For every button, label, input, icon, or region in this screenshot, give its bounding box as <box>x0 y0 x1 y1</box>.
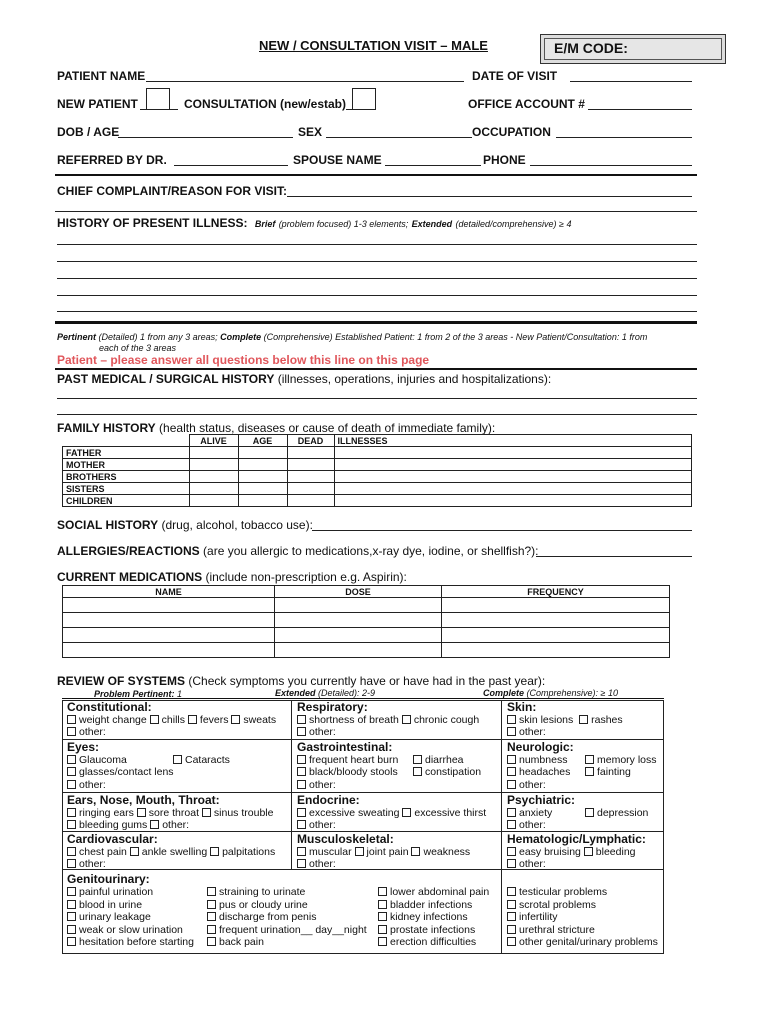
checkbox[interactable] <box>297 767 306 776</box>
date-of-visit-label: DATE OF VISIT <box>472 69 558 83</box>
occupation-label: OCCUPATION <box>472 125 551 139</box>
spouse-name-label: SPOUSE NAME <box>293 153 382 167</box>
col-alive: ALIVE <box>189 435 238 447</box>
cell[interactable] <box>63 613 275 628</box>
sex-field[interactable] <box>326 137 472 138</box>
checkbox[interactable] <box>507 808 516 817</box>
chief-complaint-label: CHIEF COMPLAINT/REASON FOR VISIT: <box>57 184 288 198</box>
family-history-heading: FAMILY HISTORY (health status, diseases or cause of death of immediate family): <box>57 421 496 435</box>
consultation-checkbox[interactable] <box>352 88 376 110</box>
cell[interactable] <box>287 495 334 507</box>
checkbox[interactable] <box>210 847 219 856</box>
hpi-line[interactable] <box>57 261 697 262</box>
checkbox[interactable] <box>188 715 197 724</box>
checkbox[interactable] <box>67 912 76 921</box>
social-history-heading: SOCIAL HISTORY (drug, alcohol, tobacco use): <box>57 518 313 532</box>
checkbox[interactable] <box>507 937 516 946</box>
checkbox[interactable] <box>231 715 240 724</box>
checkbox[interactable] <box>411 847 420 856</box>
checkbox[interactable] <box>355 847 364 856</box>
chief-complaint-field[interactable] <box>287 196 692 197</box>
dob-age-field[interactable] <box>118 137 293 138</box>
cell[interactable] <box>63 628 275 643</box>
col-dose: DOSE <box>275 586 442 598</box>
checkbox[interactable] <box>67 847 76 856</box>
checkbox[interactable] <box>584 847 593 856</box>
past-history-line[interactable] <box>57 414 697 415</box>
ros-ent: Ears, Nose, Mouth, Throat: ringing ears sore throat sinus trouble bleeding gums other: <box>67 793 274 831</box>
cell[interactable] <box>63 643 275 658</box>
date-of-visit-field[interactable] <box>570 81 692 82</box>
past-history-line[interactable] <box>57 398 697 399</box>
referred-by-label: REFERRED BY DR. <box>57 153 167 167</box>
checkbox[interactable] <box>507 900 516 909</box>
checkbox[interactable] <box>507 820 516 829</box>
checkbox[interactable] <box>150 820 159 829</box>
cell[interactable] <box>238 471 287 483</box>
checkbox[interactable] <box>378 925 387 934</box>
occupation-field[interactable] <box>556 137 692 138</box>
consultation-underline <box>346 109 376 110</box>
row-label: SISTERS <box>63 483 190 495</box>
hpi-line[interactable] <box>57 295 697 296</box>
cell[interactable] <box>238 495 287 507</box>
cell[interactable] <box>63 598 275 613</box>
table-row <box>63 628 670 643</box>
divider <box>55 211 697 212</box>
checkbox[interactable] <box>207 912 216 921</box>
referred-by-field[interactable] <box>174 165 288 166</box>
cell[interactable] <box>334 459 692 471</box>
checkbox[interactable] <box>67 937 76 946</box>
checkbox[interactable] <box>130 847 139 856</box>
col-frequency: FREQUENCY <box>442 586 670 598</box>
checkbox[interactable] <box>507 925 516 934</box>
em-code-label: E/M CODE: <box>554 40 628 56</box>
divider <box>291 700 292 870</box>
checkbox[interactable] <box>67 900 76 909</box>
cell[interactable] <box>287 471 334 483</box>
checkbox[interactable] <box>507 912 516 921</box>
checkbox[interactable] <box>67 887 76 896</box>
checkbox[interactable] <box>507 715 516 724</box>
cell[interactable] <box>334 447 692 459</box>
cell[interactable] <box>275 628 442 643</box>
ros-genitourinary-title: Genitourinary: <box>67 872 150 886</box>
col-dead: DEAD <box>287 435 334 447</box>
cell[interactable] <box>287 459 334 471</box>
cell[interactable] <box>442 628 670 643</box>
checkbox[interactable] <box>297 847 306 856</box>
table-row <box>63 613 670 628</box>
cell[interactable] <box>442 598 670 613</box>
patient-name-label: PATIENT NAME <box>57 69 146 83</box>
cell[interactable] <box>442 643 670 658</box>
divider <box>55 368 697 370</box>
hpi-line[interactable] <box>57 244 697 245</box>
hpi-line[interactable] <box>57 311 697 312</box>
ros-respiratory: Respiratory: shortness of breath chronic cough other: <box>297 700 480 738</box>
row-label: MOTHER <box>63 459 190 471</box>
ros-level-complete: Complete (Comprehensive): ≥ 10 <box>483 688 619 698</box>
allergies-heading: ALLERGIES/REACTIONS (are you allergic to medications,x-ray dye, iodine, or shellfish?): <box>57 544 539 558</box>
ros-level-extended: Extended (Detailed): 2-9 <box>275 688 376 698</box>
divider <box>55 321 697 324</box>
checkbox[interactable] <box>150 715 159 724</box>
checkbox[interactable] <box>579 715 588 724</box>
phone-label: PHONE <box>483 153 526 167</box>
checkbox[interactable] <box>202 808 211 817</box>
cell[interactable] <box>189 459 238 471</box>
cell[interactable] <box>287 447 334 459</box>
checkbox[interactable] <box>402 715 411 724</box>
row-label: BROTHERS <box>63 471 190 483</box>
checkbox[interactable] <box>413 755 422 764</box>
checkbox[interactable] <box>297 727 306 736</box>
checkbox[interactable] <box>297 859 306 868</box>
checkbox[interactable] <box>297 820 306 829</box>
checkbox[interactable] <box>585 767 594 776</box>
checkbox[interactable] <box>507 727 516 736</box>
ros-constitutional: Constitutional: weight change chills fevers sweats other: <box>67 700 277 738</box>
ros-musculoskeletal: Musculoskeletal: muscular joint pain weakness other: <box>297 832 471 870</box>
col-age: AGE <box>238 435 287 447</box>
table-row <box>63 471 692 483</box>
hpi-line[interactable] <box>57 278 697 279</box>
ros-hematologic: Hematologic/Lymphatic: easy bruising bleeding other: <box>507 832 646 870</box>
office-account-label: OFFICE ACCOUNT # <box>468 97 585 111</box>
pertinent-note: Pertinent (Detailed) 1 from any 3 areas; Complete (Comprehensive) Established Patient: 1 from 2 of the 3 areas - New Patient/Consultation: 1 from each of the 3 areas <box>57 332 648 353</box>
ros-gu-col3: lower abdominal pain bladder infections kidney infections prostate infections erection difficulties <box>378 886 489 949</box>
table-row <box>63 643 670 658</box>
checkbox[interactable] <box>67 859 76 868</box>
cell[interactable] <box>238 459 287 471</box>
cell[interactable] <box>275 613 442 628</box>
checkbox[interactable] <box>402 808 411 817</box>
ros-skin: Skin: skin lesions rashes other: <box>507 700 623 738</box>
past-history-heading: PAST MEDICAL / SURGICAL HISTORY (illnesses, operations, injuries and hospitalizations): <box>57 372 552 386</box>
patient-name-field[interactable] <box>146 81 464 82</box>
checkbox[interactable] <box>378 887 387 896</box>
checkbox[interactable] <box>207 887 216 896</box>
checkbox[interactable] <box>67 767 76 776</box>
new-patient-underline <box>140 109 178 110</box>
checkbox[interactable] <box>585 808 594 817</box>
table-row <box>63 447 692 459</box>
social-history-field[interactable] <box>312 530 692 531</box>
medications-table <box>62 585 670 658</box>
office-account-field[interactable] <box>588 109 692 110</box>
checkbox[interactable] <box>67 715 76 724</box>
col-illnesses: ILLNESSES <box>334 435 692 447</box>
form-title: NEW / CONSULTATION VISIT – MALE <box>259 38 488 53</box>
patient-notice: Patient – please answer all questions below this line on this page <box>57 353 430 367</box>
cell[interactable] <box>287 483 334 495</box>
ros-gu-col4: testicular problems scrotal problems infertility urethral stricture other genital/urinary problems <box>507 886 658 949</box>
checkbox[interactable] <box>67 808 76 817</box>
checkbox[interactable] <box>207 925 216 934</box>
phone-field[interactable] <box>530 165 692 166</box>
hpi-heading: HISTORY OF PRESENT ILLNESS: Brief (problem focused) 1-3 elements; Extended (detailed/comprehensive) ≥ 4 <box>57 216 572 230</box>
checkbox[interactable] <box>67 820 76 829</box>
checkbox[interactable] <box>507 847 516 856</box>
consultation-label: CONSULTATION (new/estab) <box>184 97 346 111</box>
row-label: FATHER <box>63 447 190 459</box>
allergies-field[interactable] <box>536 556 692 557</box>
new-patient-checkbox[interactable] <box>146 88 170 110</box>
ros-gu-col1: painful urination blood in urine urinary leakage weak or slow urination hesitation before starting <box>67 886 194 949</box>
ros-endocrine: Endocrine: excessive sweating excessive thirst other: <box>297 793 487 831</box>
ros-heading: REVIEW OF SYSTEMS (Check symptoms you currently have or have had in the past year): <box>57 674 546 688</box>
ros-eyes: Eyes: Glaucoma Cataracts glasses/contact lens other: <box>67 740 230 791</box>
cell[interactable] <box>442 613 670 628</box>
cell[interactable] <box>189 447 238 459</box>
dob-age-label: DOB / AGE <box>57 125 120 139</box>
checkbox[interactable] <box>378 900 387 909</box>
cell[interactable] <box>334 495 692 507</box>
divider <box>55 174 697 176</box>
checkbox[interactable] <box>413 767 422 776</box>
table-row <box>63 483 692 495</box>
cell[interactable] <box>189 495 238 507</box>
checkbox[interactable] <box>137 808 146 817</box>
checkbox[interactable] <box>507 767 516 776</box>
cell[interactable] <box>275 643 442 658</box>
cell[interactable] <box>189 483 238 495</box>
checkbox[interactable] <box>173 755 182 764</box>
checkbox[interactable] <box>207 937 216 946</box>
checkbox[interactable] <box>67 755 76 764</box>
row-label: CHILDREN <box>63 495 190 507</box>
checkbox[interactable] <box>67 925 76 934</box>
ros-gastrointestinal: Gastrointestinal: frequent heart burn diarrhea black/bloody stools constipation other: <box>297 740 482 791</box>
checkbox[interactable] <box>507 780 516 789</box>
checkbox[interactable] <box>507 887 516 896</box>
table-row <box>63 598 670 613</box>
spouse-name-field[interactable] <box>385 165 481 166</box>
cell[interactable] <box>189 471 238 483</box>
checkbox[interactable] <box>297 808 306 817</box>
cell[interactable] <box>334 483 692 495</box>
checkbox[interactable] <box>585 755 594 764</box>
ros-gu-col2: straining to urinate pus or cloudy urine discharge from penis frequent urination__ day__night back pain <box>207 886 367 949</box>
medications-heading: CURRENT MEDICATIONS (include non-prescription e.g. Aspirin): <box>57 570 407 584</box>
new-patient-label: NEW PATIENT <box>57 97 138 111</box>
divider <box>62 698 664 699</box>
checkbox[interactable] <box>507 859 516 868</box>
cell[interactable] <box>334 471 692 483</box>
family-history-table <box>62 434 692 507</box>
checkbox[interactable] <box>378 937 387 946</box>
checkbox[interactable] <box>207 900 216 909</box>
cell[interactable] <box>238 447 287 459</box>
ros-cardiovascular: Cardiovascular: chest pain ankle swelling palpitations other: <box>67 832 276 870</box>
checkbox[interactable] <box>378 912 387 921</box>
checkbox[interactable] <box>67 727 76 736</box>
checkbox[interactable] <box>507 755 516 764</box>
ros-psychiatric: Psychiatric: anxiety depression other: <box>507 793 649 831</box>
table-row <box>63 459 692 471</box>
ros-neurologic: Neurologic: numbness memory loss headaches fainting other: <box>507 740 657 791</box>
cell[interactable] <box>238 483 287 495</box>
sex-label: SEX <box>298 125 323 139</box>
checkbox[interactable] <box>297 755 306 764</box>
checkbox[interactable] <box>297 715 306 724</box>
checkbox[interactable] <box>297 780 306 789</box>
checkbox[interactable] <box>67 780 76 789</box>
col-name: NAME <box>63 586 275 598</box>
table-row <box>63 495 692 507</box>
em-code-box[interactable] <box>540 34 726 64</box>
cell[interactable] <box>275 598 442 613</box>
ros-level-pertinent: Problem Pertinent: 1 <box>94 689 183 699</box>
